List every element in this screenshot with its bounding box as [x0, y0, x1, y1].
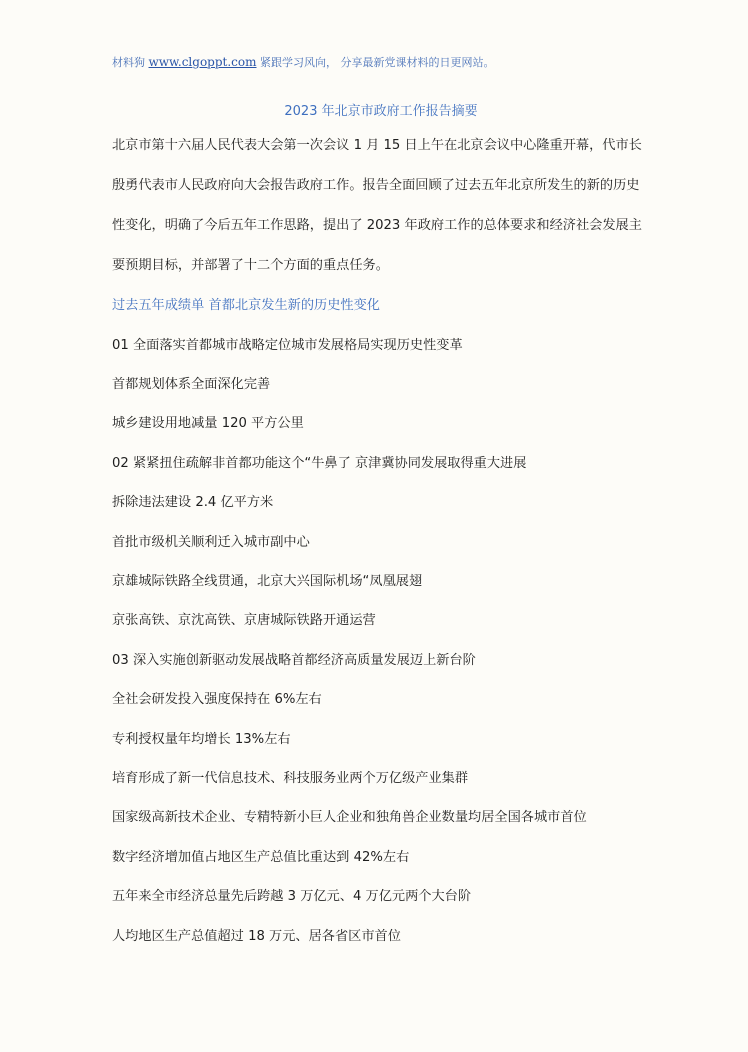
list-item: 03 深入实施创新驱动发展战略首都经济高质量发展迈上新台阶 [112, 653, 476, 668]
intro-line-3: 性变化，明确了今后五年工作思路，提出了 2023 年政府工作的总体要求和经济社会发展主 [112, 218, 642, 233]
list-item: 专利授权量年均增长 13%左右 [112, 732, 291, 747]
list-item: 五年来全市经济总量先后跨越 3 万亿元、4 万亿元两个大台阶 [112, 889, 472, 904]
section-heading: 过去五年成绩单 首都北京发生新的历史性变化 [112, 298, 380, 313]
list-item: 城乡建设用地减量 120 平方公里 [112, 416, 304, 431]
intro-line-1: 北京市第十六届人民代表大会第一次会议 1 月 15 日上午在北京会议中心隆重开幕，代市长 [112, 138, 642, 153]
list-item: 首都规划体系全面深化完善 [112, 377, 271, 392]
header-suffix: 紧跟学习风向， 分享最新党课材料的日更网站。 [260, 56, 495, 69]
intro-line-2: 殷勇代表市人民政府向大会报告政府工作。报告全面回顾了过去五年北京所发生的新的历史 [112, 178, 640, 193]
list-item: 首批市级机关顺利迁入城市副中心 [112, 535, 310, 550]
list-item: 人均地区生产总值超过 18 万元、居各省区市首位 [112, 929, 401, 944]
list-item: 京张高铁、京沈高铁、京唐城际铁路开通运营 [112, 613, 376, 628]
list-item: 02 紧紧扭住疏解非首都功能这个“牛鼻了 京津冀协同发展取得重大进展 [112, 456, 527, 471]
site-header-note [112, 54, 495, 70]
list-item: 01 全面落实首都城市战略定位城市发展格局实现历史性变革 [112, 338, 463, 353]
list-item: 京雄城际铁路全线贯通，北京大兴国际机场“凤凰展翅 [112, 574, 423, 589]
list-item: 拆除违法建设 2.4 亿平方米 [112, 495, 274, 510]
header-prefix: 材料狗 [112, 56, 145, 69]
site-link[interactable]: www.clgoppt.com [148, 55, 257, 69]
intro-line-4: 要预期目标，并部署了十二个方面的重点任务。 [112, 258, 389, 273]
list-item: 全社会研发投入强度保持在 6%左右 [112, 692, 322, 707]
list-item: 培育形成了新一代信息技术、科技服务业两个万亿级产业集群 [112, 771, 469, 786]
list-item: 国家级高新技术企业、专精特新小巨人企业和独角兽企业数量均居全国各城市首位 [112, 810, 587, 825]
list-item: 数字经济增加值占地区生产总值比重达到 42%左右 [112, 850, 410, 865]
document-title: 2023 年北京市政府工作报告摘要 [284, 104, 478, 119]
